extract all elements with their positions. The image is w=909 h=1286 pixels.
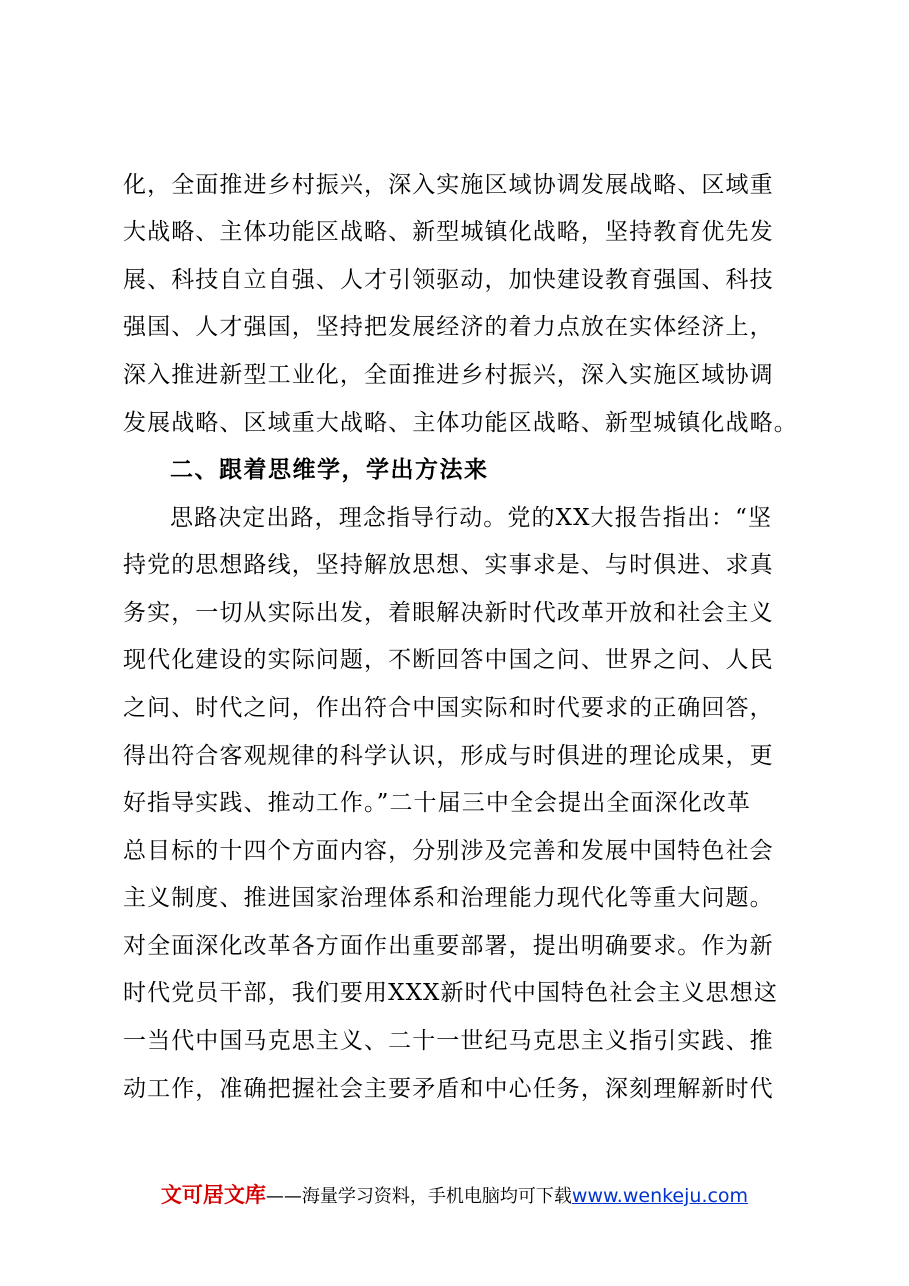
- body-line: 化，全面推进乡村振兴，深入实施区域协调发展战略、区域重: [123, 172, 774, 198]
- footer-brand: 文可居文库: [160, 1183, 266, 1207]
- footer-banner: [0, 1180, 909, 1212]
- paragraph-line: 对全面深化改革各方面作出重要部署，提出明确要求。作为新: [123, 933, 774, 959]
- paragraph-line: 务实，一切从实际出发，着眼解决新时代改革开放和社会主义: [123, 600, 774, 626]
- paragraph-line: 得出符合客观规律的科学认识，形成与时俱进的理论成果，更: [123, 743, 774, 769]
- paragraph-line: 时代党员干部，我们要用XXX新时代中国特色社会主义思想这: [123, 980, 778, 1006]
- paragraph-line: 一当代中国马克思主义、二十一世纪马克思主义指引实践、推: [123, 1028, 774, 1054]
- paragraph-line: 主义制度、推进国家治理体系和治理能力现代化等重大问题。: [123, 885, 774, 911]
- paragraph-line: 之问、时代之问，作出符合中国实际和时代要求的正确回答，: [123, 695, 774, 721]
- body-line: 发展战略、区域重大战略、主体功能区战略、新型城镇化战略。: [123, 410, 798, 436]
- paragraph-line: 动工作，准确把握社会主要矛盾和中心任务，深刻理解新时代: [123, 1076, 774, 1102]
- body-line: 展、科技自立自强、人才引领驱动，加快建设教育强国、科技: [123, 267, 774, 293]
- paragraph-line: 好指导实践、推动工作。”二十届三中全会提出全面深化改革: [123, 790, 751, 816]
- section-heading: 二、跟着思维学，学出方法来: [170, 457, 489, 483]
- paragraph-line: 现代化建设的实际问题，不断回答中国之问、世界之问、人民: [123, 647, 774, 673]
- body-line: 大战略、主体功能区战略、新型城镇化战略，坚持教育优先发: [123, 219, 774, 245]
- footer-url-link[interactable]: www.wenkeju.com: [571, 1185, 749, 1207]
- paragraph-line: 持党的思想路线，坚持解放思想、实事求是、与时俱进、求真: [123, 552, 774, 578]
- body-line: 强国、人才强国，坚持把发展经济的着力点放在实体经济上，: [123, 314, 774, 340]
- paragraph-line: 总目标的十四个方面内容，分别涉及完善和发展中国特色社会: [123, 838, 774, 864]
- paragraph-first-line: 思路决定出路，理念指导行动。党的XX大报告指出：“坚: [170, 505, 773, 531]
- footer-tagline: ——海量学习资料，手机电脑均可下载: [265, 1186, 572, 1207]
- body-line: 深入推进新型工业化，全面推进乡村振兴，深入实施区域协调: [123, 362, 774, 388]
